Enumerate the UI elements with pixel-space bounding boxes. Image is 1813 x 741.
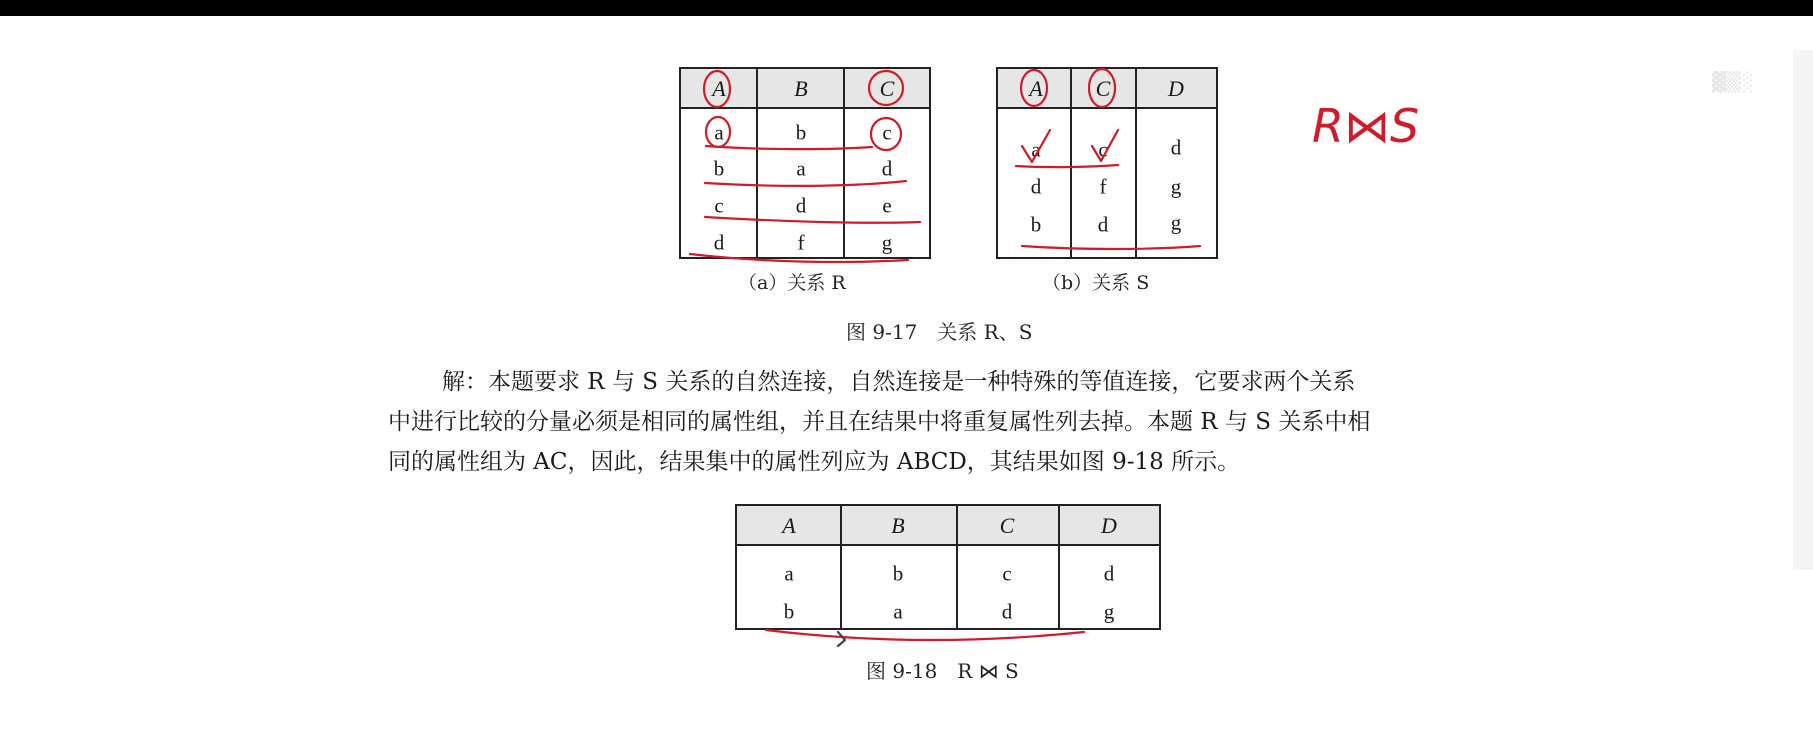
- column-divider: [1135, 69, 1137, 257]
- table-cell: d: [1001, 599, 1013, 624]
- header-cell: C: [1095, 76, 1111, 101]
- column-divider: [1070, 69, 1072, 257]
- header-cell: C: [879, 76, 895, 101]
- table-cell: f: [797, 230, 805, 255]
- table-cell: b: [795, 120, 807, 145]
- video-top-bar: [0, 0, 1813, 16]
- cursor-mark: [838, 632, 845, 646]
- header-cell: B: [891, 513, 905, 538]
- table-cell: d: [881, 156, 893, 181]
- table-cell: g: [1103, 599, 1115, 624]
- relation-r-caption: （a）关系 R: [738, 272, 846, 294]
- column-divider: [1058, 506, 1060, 628]
- table-cell: d: [795, 193, 807, 218]
- table-cell: c: [1098, 137, 1108, 162]
- header-cell: C: [999, 513, 1015, 538]
- figure-9-17-title: 图 9-17 关系 R、S: [846, 320, 1033, 344]
- table-cell: e: [882, 193, 892, 218]
- right-edge-strip: [1793, 50, 1813, 570]
- relation-r-table: [679, 67, 931, 259]
- column-divider: [756, 69, 758, 257]
- column-divider: [843, 69, 845, 257]
- table-cell: g: [1170, 210, 1182, 235]
- table-cell: a: [893, 599, 903, 624]
- table-cell: c: [882, 120, 892, 145]
- table-cell: g: [1170, 174, 1182, 199]
- header-cell: B: [794, 76, 808, 101]
- table-cell: b: [1030, 212, 1042, 237]
- table-cell: f: [1099, 174, 1107, 199]
- paragraph-line: 同的属性组为 AC，因此，结果集中的属性列应为 ABCD，其结果如图 9-18 所示。: [388, 449, 1241, 475]
- table-cell: a: [796, 156, 806, 181]
- figure-9-18-title: 图 9-18 R ⋈ S: [866, 659, 1019, 683]
- annotation-text: R⋈S: [1312, 99, 1420, 153]
- explanation-paragraph: [388, 362, 1518, 482]
- relation-s-caption: （b）关系 S: [1042, 272, 1150, 294]
- header-cell: D: [1168, 76, 1184, 101]
- table-cell: d: [1170, 135, 1182, 160]
- table-cell: a: [1031, 137, 1041, 162]
- table-cell: d: [713, 230, 725, 255]
- header-cell: A: [1029, 76, 1043, 101]
- result-table: [735, 504, 1161, 630]
- relation-s-table: [996, 67, 1218, 259]
- table-cell: c: [714, 193, 724, 218]
- underline-mark: [766, 630, 1084, 640]
- paragraph-line: 中进行比较的分量必须是相同的属性组，并且在结果中将重复属性列去掉。本题 R 与 S 关系中相: [388, 409, 1371, 435]
- table-cell: b: [783, 599, 795, 624]
- table-cell: b: [713, 156, 725, 181]
- table-cell: d: [1103, 561, 1115, 586]
- table-cell: g: [881, 230, 893, 255]
- table-cell: d: [1097, 212, 1109, 237]
- table-cell: a: [784, 561, 794, 586]
- table-cell: c: [1002, 561, 1012, 586]
- header-cell: D: [1101, 513, 1117, 538]
- header-cell: A: [782, 513, 796, 538]
- table-cell: a: [714, 120, 724, 145]
- header-cell: A: [712, 76, 726, 101]
- table-header-row: [737, 506, 1159, 546]
- table-cell: b: [892, 561, 904, 586]
- paragraph-line: 解：本题要求 R 与 S 关系的自然连接，自然连接是一种特殊的等值连接，它要求两个关系: [442, 369, 1356, 395]
- table-cell: d: [1030, 174, 1042, 199]
- column-divider: [840, 506, 842, 628]
- watermark: ▓▒░: [1712, 72, 1754, 93]
- column-divider: [956, 506, 958, 628]
